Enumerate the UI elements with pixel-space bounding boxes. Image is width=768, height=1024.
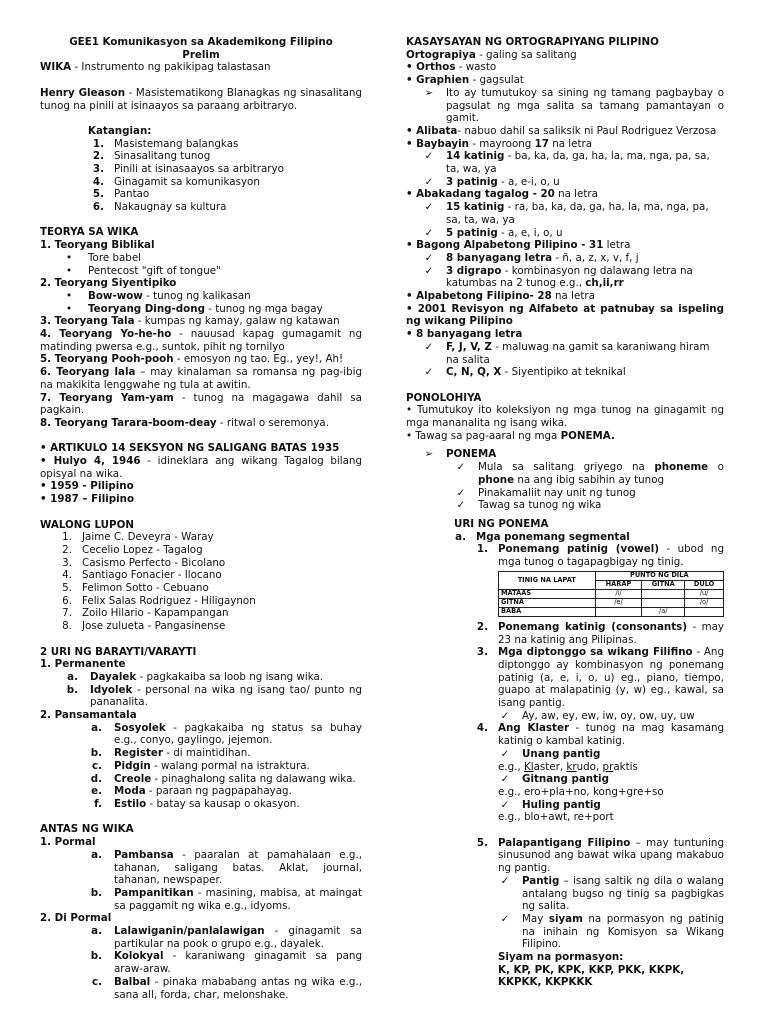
item-body: [478, 461, 724, 486]
item-letter: e.: [91, 785, 102, 798]
item-term: phone: [478, 473, 515, 486]
item-number: 7.: [62, 607, 72, 620]
teorya-poohpooh: 5. Teoryang Pooh-pooh - emosyon ng tao. Eg., yey!, Ah!: [40, 353, 344, 366]
item-text: Pinili at isinasaayos sa arbitraryo: [114, 162, 284, 175]
item-text: - tunog ng kalikasan: [142, 289, 251, 302]
check-icon: ✓: [500, 798, 510, 811]
list-item: [40, 188, 362, 201]
item-text: Jaime C. Deveyra - Waray: [82, 531, 214, 544]
table-row: BABA /a/: [499, 607, 724, 616]
item-body: [114, 785, 362, 798]
table-top-header: PUNTO NG DILA: [595, 571, 723, 580]
hulyo-item: • Hulyo 4, 1946 - idineklara ang wikang Tagalog bilang opisyal na wika.: [40, 455, 362, 480]
list-item: [40, 531, 362, 544]
ponema-label: ➢ PONEMA: [406, 448, 724, 461]
item-text: o: [708, 461, 724, 474]
item-letter: f.: [94, 798, 102, 810]
alibata-item: • Alibata- nabuo dahil sa saliksik ni Paul Rodriguez Verzosa: [406, 124, 717, 137]
document-subtitle: Prelim: [182, 48, 220, 61]
bagong-digrapo: ✓ 3 digrapo - kombinasyon ng dalawang letra na katumbas na 2 tunog e.g., ch,ii,rr: [406, 265, 724, 290]
pormasyon-list: K, KP, PK, KPK, KKP, PKK, KKPK, KKPKK, KKPKKK: [498, 963, 685, 989]
bagong-alpabeto-item: • Bagong Alpabetong Pilipino - 31 letra: [406, 239, 631, 252]
artikulo-heading: • ARTIKULO 14 SEKSYON NG SALIGANG BATAS 1935: [40, 442, 340, 455]
table-col-header: GITNA: [642, 580, 685, 589]
item-text: - paraan ng pagpapahayag.: [145, 785, 292, 798]
item-text: Sinasalitang tunog: [114, 150, 211, 163]
table-col-header: HARAP: [595, 580, 642, 589]
check-icon: ✓: [424, 150, 434, 163]
item-term: Dayalek: [90, 670, 137, 683]
item-text: - ginagamit sa partikular na pook o grupo e.g., dayalek.: [114, 925, 362, 950]
item-text: - pinaka mababang antas ng wika e.g., sana all, forda, char, melonshake.: [114, 975, 362, 1001]
list-item: [40, 290, 362, 303]
list-item: [40, 569, 362, 582]
list-item: [40, 773, 362, 786]
ponema-list: [406, 461, 724, 512]
bullet-icon: •: [65, 264, 73, 277]
table-col0-header: TINIG NA LAPAT: [499, 571, 596, 589]
item-term: Estilo: [114, 798, 147, 810]
arrow-icon: ➢: [424, 86, 434, 99]
item-number: 2.: [92, 150, 104, 163]
list-item: [40, 265, 362, 278]
item-number: 3.: [62, 556, 72, 569]
list-item: [40, 303, 362, 316]
item-term: Creole: [114, 772, 152, 785]
huling-pantig: ✓ Huling pantig: [406, 799, 724, 812]
check-icon: ✓: [424, 366, 434, 379]
item-letter: b.: [90, 886, 102, 899]
pormal-label: 1. Pormal: [40, 836, 96, 849]
item-text: Mula sa salitang griyego na: [478, 461, 655, 474]
item-text: Felix Salas Rodriguez - Hiligaynon: [82, 594, 256, 607]
list-item: [40, 176, 362, 189]
item-term: Moda: [114, 785, 146, 798]
item-text: Pinakamaliit nay unit ng tunog: [478, 486, 636, 499]
ponemang-patinig: 1. Ponemang patinig (vowel) - ubod ng mga tunog o tagapagbigay ng tinig.: [476, 543, 724, 569]
item-text: - personal na wika ng isang tao/ punto ng pananalita.: [90, 683, 362, 709]
item-body: [114, 798, 362, 811]
item-text: Santiago Fonacier - Ilocano: [82, 569, 222, 582]
katangian-list: [40, 138, 362, 214]
item-text: - batay sa kausap o okasyon.: [146, 798, 300, 810]
kasaysayan-heading: KASAYSAYAN NG ORTOGRAPIYANG PILIPINO: [406, 36, 659, 48]
item-body: [114, 722, 362, 747]
teorya-biblikal: 1. Teoryang Biblikal: [40, 239, 155, 252]
item-text: Tawag sa tunog ng wika: [478, 499, 602, 512]
list-item: [40, 607, 362, 620]
list-item: [40, 595, 362, 608]
check-icon: ✓: [424, 340, 434, 353]
table-row: MATAAS /i/ /u/: [499, 589, 724, 598]
list-item: [40, 163, 362, 176]
siyam-heading: Siyam na pormasyon:: [498, 951, 624, 964]
item-text: - pagkakaiba ng status sa buhay e.g., conyo, gaylingo, jejemon.: [114, 721, 362, 747]
item-text: Ginagamit sa komunikasyon: [114, 175, 260, 188]
item-number: 2.: [62, 543, 72, 556]
pansamantala-list: [40, 722, 362, 811]
bullet-icon: •: [65, 289, 73, 302]
list-item: [40, 747, 362, 760]
item-text: Zoilo Hilario - Kapampangan: [82, 607, 229, 620]
check-icon: ✓: [500, 747, 510, 760]
item-text: Tore babel: [88, 251, 142, 264]
banyagang-letra-item: • 8 banyagang letra: [406, 328, 523, 341]
check-icon: ✓: [500, 912, 510, 925]
uri-ng-ponema-heading: URI NG PONEMA: [454, 518, 549, 530]
alpabetong-filipino-item: • Alpabetong Filipino- 28 na letra: [406, 290, 595, 303]
item-number: 1.: [92, 137, 104, 150]
list-item: [40, 785, 362, 798]
abakada-item: • Abakadang tagalog - 20 na letra: [406, 188, 598, 201]
teorya-lala: 6. Teoryang lala – may kinalaman sa romansa ng pag-ibig na makikita lenggwahe ng tula at awitin.: [40, 366, 362, 391]
item-text: - karaniwang ginagamit sa pang araw-araw.: [114, 950, 362, 976]
abakada-katinig: ✓ 15 katinig - ra, ba, ka, da, ga, ha, la, ma, nga, pa, sa, ta, wa, ya: [406, 201, 724, 226]
item-text: - walang pormal na istraktura.: [150, 759, 310, 772]
siyam-def: ✓ May siyam na pormasyon ng patinig na inihain ng Komisyon sa Wikang Filipino.: [406, 913, 724, 951]
table-row: GITNA /e/ /o/: [499, 598, 724, 607]
item-text: Nakaugnay sa kultura: [114, 201, 227, 214]
dipormal-list: [40, 925, 362, 1001]
item-text: - masining, mabisa, at maingat sa paggamit ng wika e.g., idyoms.: [114, 886, 362, 912]
ponemang-katinig: 2. Ponemang katinig (consonants) - may 23 na katinig ang Pilipinas.: [476, 620, 725, 646]
item-number: 6.: [92, 201, 104, 214]
list-item: [406, 499, 724, 512]
check-icon: ✓: [424, 201, 434, 214]
item-term: Pambansa: [114, 848, 174, 861]
permanente-list: [40, 671, 362, 709]
baybayin-patinig: ✓ 3 patinig - a, e-i, o, u: [406, 176, 724, 189]
barayti-heading: 2 URI NG BARAYTI/VARAYTI: [40, 645, 197, 658]
check-icon: ✓: [456, 461, 466, 474]
item-term: Balbal: [114, 975, 151, 988]
segmental-label: a. Mga ponemang segmental: [455, 530, 630, 543]
check-icon: ✓: [424, 264, 434, 277]
item-letter: a.: [91, 721, 102, 734]
bullet-icon: •: [65, 251, 73, 264]
fjvz-item: ✓ F, J, V, Z - maluwag na gamit sa karaniwang hiram na salita: [406, 341, 724, 366]
item-text: Casismo Perfecto - Bicolano: [82, 556, 226, 569]
item-term: Sosyolek: [114, 721, 166, 734]
item-term: Kolokyal: [114, 950, 164, 963]
gitnang-pantig: ✓ Gitnang pantig: [406, 773, 724, 786]
item-body: [114, 849, 362, 887]
item-term: Teoryang Ding-dong: [88, 302, 205, 315]
item-number: 3.: [92, 162, 104, 175]
graphien-item: • Graphien - gagsulat: [406, 74, 524, 87]
item-body: [478, 487, 724, 500]
right-column: [406, 36, 724, 989]
list-item: [40, 976, 362, 1001]
list-item: [40, 722, 362, 747]
year-1987: • 1987 – Filipino: [40, 493, 135, 506]
teorya-siyentipiko: 2. Teoryang Siyentipiko: [40, 277, 177, 290]
item-letter: c.: [91, 975, 102, 988]
huling-pantig-example: e.g., blo+awt, re+port: [498, 811, 614, 824]
year-1959: • 1959 - Pilipino: [40, 480, 134, 493]
pormal-list: [40, 849, 362, 913]
antas-heading: ANTAS NG WIKA: [40, 823, 134, 836]
item-term: Register: [114, 747, 163, 760]
teorya-siyentipiko-list: [40, 290, 362, 315]
item-text: Jose zulueta - Pangasinense: [82, 620, 226, 633]
teorya-biblikal-list: [40, 252, 362, 277]
item-body: [90, 671, 362, 684]
lupon-list: [40, 531, 362, 633]
unang-pantig-example: e.g., Klaster, krudo, praktis: [498, 760, 638, 773]
item-letter: a.: [91, 848, 102, 861]
item-number: 1.: [62, 531, 72, 544]
diptonggo-item: 3. Mga diptonggo sa wikang Filifino - Ang diptonggo ay kombinasyon ng ponemang patinig (a, e, i, o, u) eg., piano, tiempo, guapo at malapatinig (y, w) eg., kawal, sa isang pantig.: [476, 646, 724, 710]
item-number: 5.: [92, 188, 104, 201]
list-item: [40, 798, 362, 811]
item-number: 5.: [62, 582, 72, 595]
list-item: [40, 887, 362, 912]
list-item: [40, 684, 362, 709]
item-term: Lalawiganin/panlalawigan: [114, 925, 265, 938]
teorya-yoheho: 4. Teoryang Yo-he-ho - nauusad kapag gumagamit ng matinding pwersa e.g., suntok, pihit ng tornilyo: [40, 328, 362, 353]
item-text: - di maintidihan.: [162, 747, 251, 760]
pansamantala-label: 2. Pansamantala: [40, 709, 137, 722]
list-item: [406, 487, 724, 500]
wika-definition: WIKA - Instrumento ng pakikipag talastasan: [40, 61, 271, 74]
baybayin-item: • Baybayin - mayroong 17 na letra: [406, 137, 593, 150]
item-text: Felimon Sotto - Cebuano: [82, 582, 209, 595]
item-text: Pentecost "gift of tongue": [88, 264, 221, 277]
item-text: Pantao: [114, 188, 150, 201]
gitnang-pantig-example: e.g., ero+pla+no, kong+gre+so: [498, 785, 664, 798]
diptonggo-list: ✓ Ay, aw, ey, ew, iw, oy, ow, uy, uw: [406, 710, 724, 723]
arrow-icon: ➢: [424, 448, 434, 461]
list-item: [40, 671, 362, 684]
ponolohiya-heading: PONOLOHIYA: [406, 391, 482, 404]
lupon-heading: WALONG LUPON: [40, 518, 134, 531]
document-title: GEE1 Komunikasyon sa Akademikong Filipino: [69, 36, 333, 48]
unang-pantig: ✓ Unang pantig: [406, 748, 724, 761]
item-text: - pagkakaiba sa loob ng isang wika.: [136, 670, 324, 683]
list-item: [40, 620, 362, 633]
ponolohiya-def-1: • Tumutukoy ito koleksiyon ng mga tunog na ginagamit ng mga mananalita ng isang wika.: [406, 404, 724, 430]
item-term: Bow-wow: [88, 289, 143, 302]
item-text: na ang ibig sabihin ay tunog: [514, 473, 665, 486]
item-number: 4.: [92, 175, 104, 188]
list-item: [40, 849, 362, 887]
ponolohiya-def-2: • Tawag sa pag-aaral ng mga PONEMA.: [406, 429, 615, 442]
item-body: [114, 773, 362, 786]
item-number: 6.: [62, 594, 72, 607]
baybayin-katinig: ✓ 14 katinig - ba, ka, da, ga, ha, la, ma, nga, pa, sa, ta, wa, ya: [406, 150, 724, 175]
item-body: [114, 887, 362, 912]
item-term: Idyolek: [90, 683, 133, 696]
item-letter: b.: [90, 747, 102, 760]
teorya-tala: 3. Teoryang Tala - kumpas ng kamay, galaw ng katawan: [40, 315, 340, 328]
teorya-tarara: 8. Teoryang Tarara-boom-deay - ritwal o seremonya.: [40, 416, 329, 429]
item-text: - tunog ng mga bagay: [204, 302, 323, 315]
item-text: Masistemang balangkas: [114, 137, 239, 150]
table-col-header: DULO: [685, 580, 724, 589]
check-icon: ✓: [456, 499, 466, 512]
item-term: Pampanitikan: [114, 886, 194, 899]
klaster-item: 4. Ang Klaster - tunog na mag kasamang katinig o kambal katinig.: [476, 722, 725, 748]
check-icon: ✓: [500, 874, 510, 887]
list-item: [40, 582, 362, 595]
list-item: [40, 557, 362, 570]
item-body: [114, 747, 362, 760]
list-item: [406, 461, 724, 486]
ortograpiya-item: Ortograpiya - galing sa salitang: [406, 48, 577, 61]
ito-ay-item: ➢ Ito ay tumutukoy sa sining ng tamang pagbaybay o pagsulat ng mga salita sa tamang pamantayan o gamit.: [406, 87, 724, 125]
item-term: Pidgin: [114, 759, 151, 772]
check-icon: ✓: [500, 773, 510, 786]
list-item: [40, 925, 362, 950]
teorya-yamyam: 7. Teoryang Yam-yam - tunog na magagawa dahil sa pagkain.: [40, 391, 362, 417]
item-text: - paaralan at pamahalaan e.g., tahanan, saligang batas. Aklat, journal, tahanan, newspaper.: [114, 848, 362, 887]
left-column: [40, 36, 362, 1001]
item-letter: c.: [91, 759, 102, 772]
katangian-label: Katangian:: [88, 124, 152, 137]
check-icon: ✓: [424, 175, 434, 188]
item-term: phoneme: [654, 461, 709, 474]
palapantigan-item: 5. Palapantigang Filipino – may tuntuning sinusunod ang bawat wika upang makabuo ng pantig.: [476, 836, 724, 875]
check-icon: ✓: [456, 486, 466, 499]
check-icon: ✓: [424, 226, 434, 239]
bagong-banyaga: ✓ 8 banyagang letra - ñ, a, z, x, v, f, j: [406, 252, 724, 265]
revisyon-2001-item: • 2001 Revisyon ng Alfabeto at patnubay sa ispeling ng wikang Pilipino: [406, 302, 724, 328]
list-item: [40, 201, 362, 214]
item-letter: a.: [67, 670, 78, 683]
check-icon: ✓: [500, 709, 510, 722]
item-letter: d.: [90, 772, 102, 785]
list-item: [40, 760, 362, 773]
list-item: [40, 544, 362, 557]
item-letter: b.: [66, 683, 78, 696]
item-body: [90, 684, 362, 709]
check-icon: ✓: [424, 251, 434, 264]
pantig-def: ✓ Pantig – isang saltik ng dila o walang antalang bugso ng tinig sa pagbigkas ng salita.: [406, 875, 724, 913]
permanente-label: 1. Permanente: [40, 658, 126, 671]
item-body: [114, 976, 362, 1001]
item-text: Cecelio Lopez - Tagalog: [82, 543, 203, 556]
list-item: [40, 950, 362, 975]
item-number: 8.: [62, 620, 72, 633]
cnqx-item: ✓ C, N, Q, X - Siyentipiko at teknikal: [406, 366, 724, 379]
teorya-heading: TEORYA SA WIKA: [40, 226, 139, 239]
item-number: 4.: [62, 569, 72, 582]
list-item: [40, 138, 362, 151]
list-item: [40, 150, 362, 163]
item-body: [114, 925, 362, 950]
orthos-item: • Orthos - wasto: [406, 61, 497, 74]
item-letter: b.: [90, 950, 102, 963]
dipormal-label: 2. Di Pormal: [40, 912, 112, 925]
punto-ng-dila-table: [498, 571, 724, 617]
item-body: [114, 760, 362, 773]
item-text: - pinaghalong salita ng dalawang wika.: [151, 772, 356, 785]
gleason-definition: Henry Gleason - Masistematikong Blanagkas ng sinasalitang tunog na pinili at isinaayos sa paraang arbitraryo.: [40, 86, 362, 112]
list-item: [40, 252, 362, 265]
abakada-patinig: ✓ 5 patinig - a, e, i, o, u: [406, 227, 724, 240]
bullet-icon: •: [65, 302, 73, 315]
item-body: [478, 499, 724, 512]
item-letter: a.: [91, 925, 102, 938]
item-body: [114, 950, 362, 975]
